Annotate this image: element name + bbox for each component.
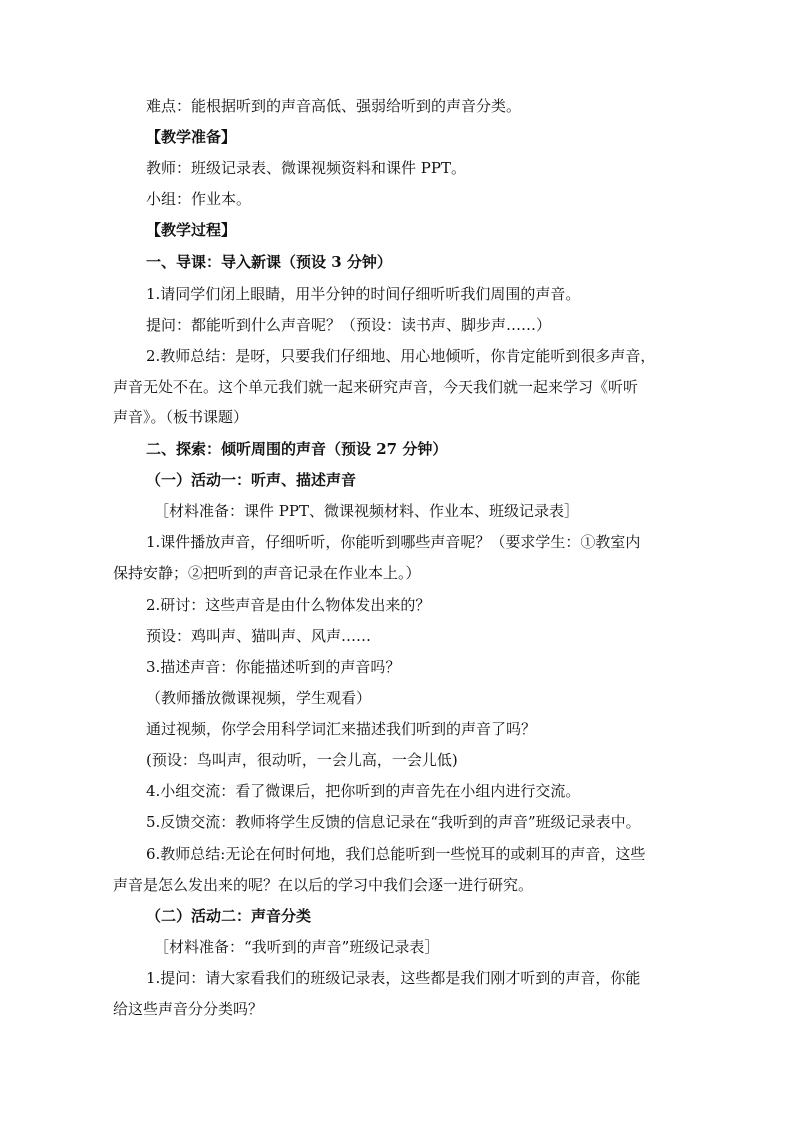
paragraph-line: 给这些声音分分类吗？ xyxy=(113,1000,264,1018)
paragraph-line: 1.请同学们闭上眼睛，用半分钟的时间仔细听听我们周围的声音。 xyxy=(146,285,581,303)
paragraph-line: 3.描述声音：你能描述听到的声音吗？ xyxy=(146,658,401,676)
paragraph-line: 声音无处不在。这个单元我们就一起来研究声音，今天我们就一起来学习《听听 xyxy=(113,378,639,396)
paragraph-line: 1.课件播放声音，仔细听听，你能听到哪些声音呢？（要求学生：①教室内 xyxy=(146,533,641,551)
step-heading-intro: 一、导课：导入新课（预设 3 分钟） xyxy=(146,253,392,271)
paragraph-line: 6.教师总结:无论在何时何地，我们总能听到一些悦耳的或刺耳的声音，这些 xyxy=(146,845,646,863)
section-heading-preparation: 【教学准备】 xyxy=(146,128,237,146)
materials-note-two: ［材料准备：“我听到的声音”班级记录表］ xyxy=(154,938,440,956)
paragraph-line: （教师播放微课视频，学生观看） xyxy=(146,689,372,707)
difficulty-line: 难点：能根据听到的声音高低、强弱给听到的声音分类。 xyxy=(146,97,522,115)
paragraph-line: 4.小组交流：看了微课后，把你听到的声音先在小组内进行交流。 xyxy=(146,782,581,800)
activity-heading-one: （一）活动一：听声、描述声音 xyxy=(146,471,357,489)
paragraph-line: 保持安静；②把听到的声音记录在作业本上。） xyxy=(113,564,421,582)
materials-note-one: ［材料准备：课件 PPT、微课视频材料、作业本、班级记录表］ xyxy=(154,502,579,520)
paragraph-line: 提问：都能听到什么声音呢？（预设：读书声、脚步声……） xyxy=(146,316,552,334)
paragraph-line: 1.提问：请大家看我们的班级记录表，这些都是我们刚才听到的声音，你能 xyxy=(146,969,641,987)
teacher-materials-line: 教师：班级记录表、微课视频资料和课件 PPT。 xyxy=(146,159,466,177)
paragraph-line: 5.反馈交流：教师将学生反馈的信息记录在“我听到的声音”班级记录表中。 xyxy=(146,813,641,831)
paragraph-line: 2.教师总结：是呀，只要我们仔细地、用心地倾听，你肯定能听到很多声音， xyxy=(146,347,656,365)
activity-heading-two: （二）活动二：声音分类 xyxy=(146,907,312,925)
paragraph-line: 2.研讨：这些声音是由什么物体发出来的？ xyxy=(146,596,431,614)
group-materials-line: 小组：作业本。 xyxy=(146,190,252,208)
paragraph-line: 预设：鸡叫声、猫叫声、风声…… xyxy=(146,627,372,645)
paragraph-line: (预设：鸟叫声，很动听，一会儿高，一会儿低) xyxy=(146,751,458,769)
step-heading-explore: 二、探索：倾听周围的声音（预设 27 分钟） xyxy=(146,440,448,458)
paragraph-line: 声音》。（板书课题） xyxy=(113,408,249,426)
paragraph-line: 声音是怎么发出来的呢？在以后的学习中我们会逐一进行研究。 xyxy=(113,876,534,894)
section-heading-process: 【教学过程】 xyxy=(146,221,237,239)
paragraph-line: 通过视频，你学会用科学词汇来描述我们听到的声音了吗？ xyxy=(146,720,537,738)
